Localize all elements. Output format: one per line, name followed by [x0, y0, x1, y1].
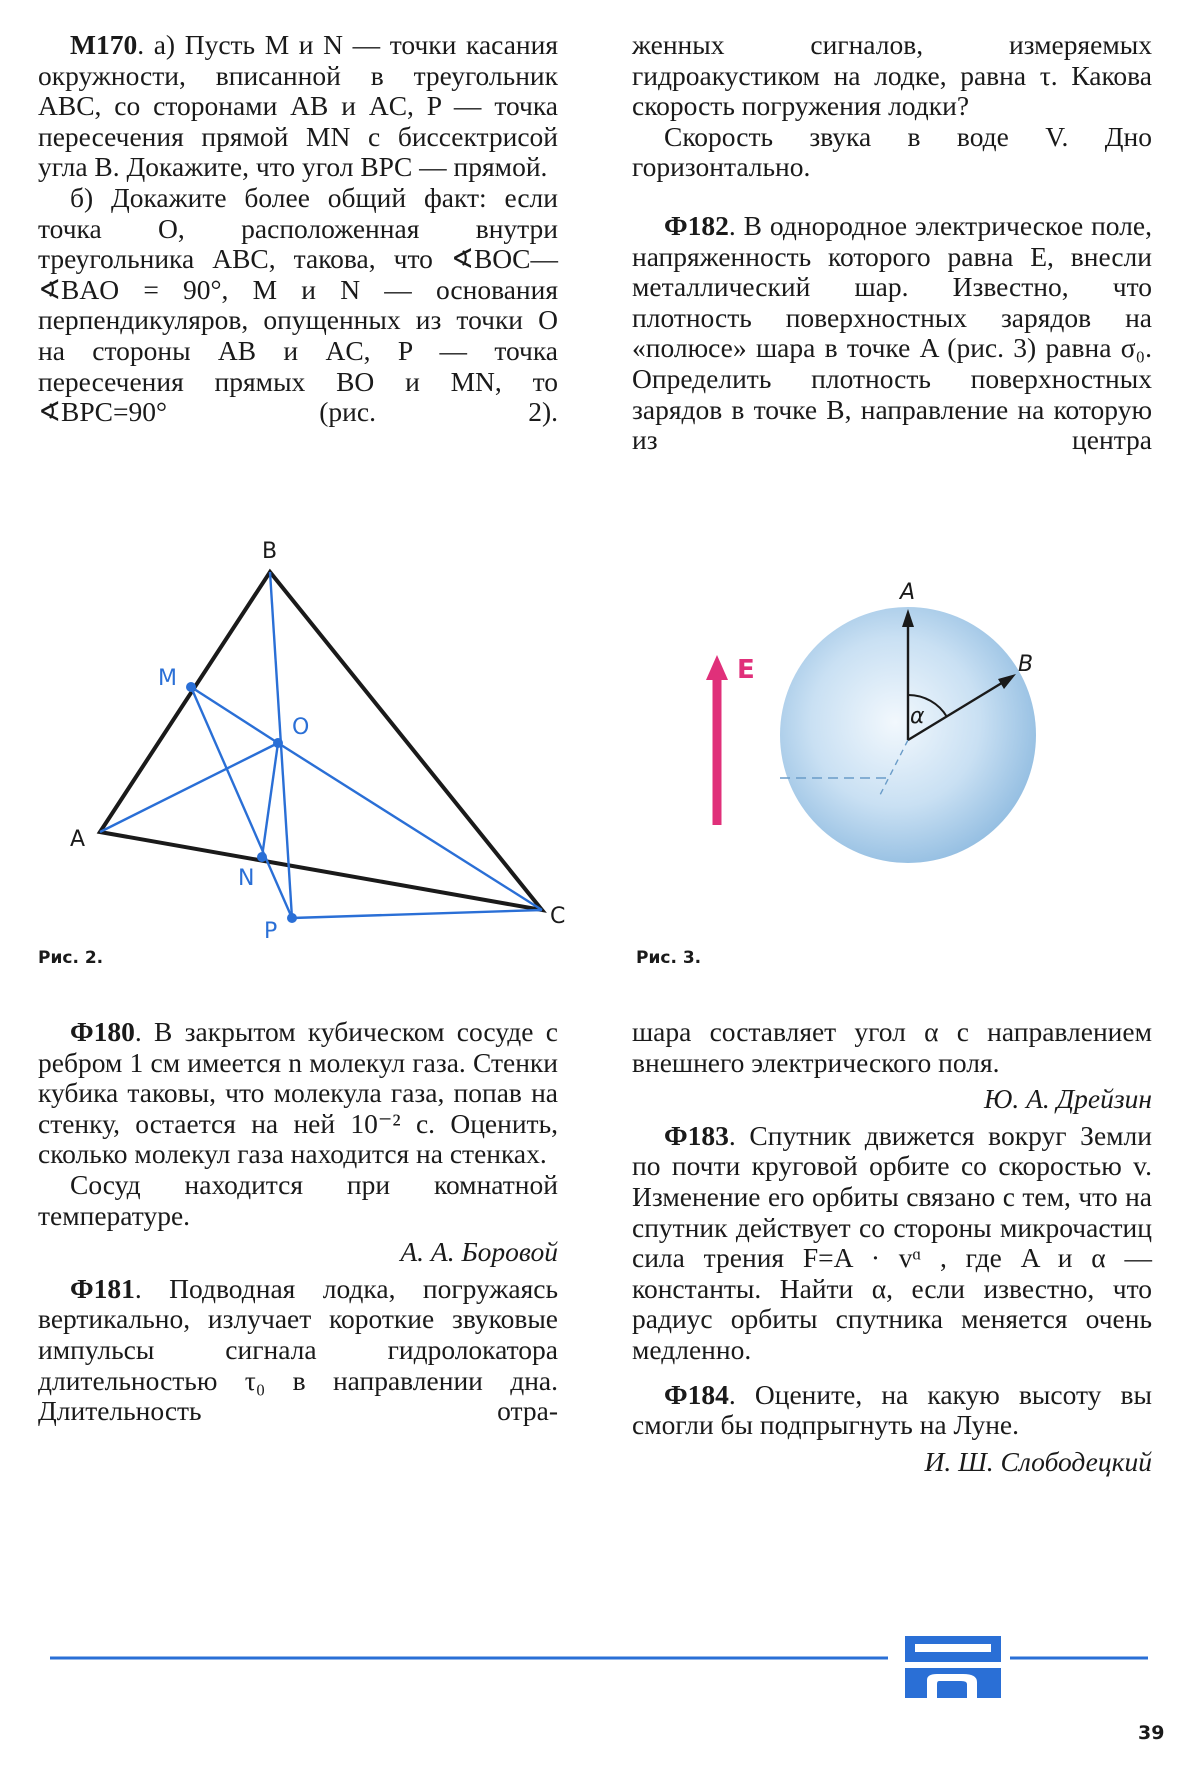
angle-label: α: [910, 704, 925, 729]
label-a: A: [70, 827, 86, 852]
problem-f182-title: Ф182: [664, 209, 729, 241]
problem-f180-note: Сосуд находится при комнатной температуре.: [38, 1168, 558, 1231]
problem-f180: Ф180. В закрытом кубическом сосуде с ребром 1 см имеется n молекул газа. Стенки кубика таковы, что молекула газа, попав на стенку, остается на ней 10⁻² с. Оценить, сколько молекул газа находится на стенках.: [38, 1016, 558, 1170]
problem-f181-continued-2: Скорость звука в воде V. Дно горизонтально.: [632, 120, 1152, 183]
field-arrow: [706, 655, 728, 825]
problem-f182-author: Ю. А. Дрейзин: [983, 1083, 1152, 1115]
label-c: C: [550, 904, 566, 929]
problem-f181-title: Ф181: [70, 1272, 135, 1304]
problem-m170-a: М170. а) Пусть M и N — точки касания окружности, вписанной в треугольник ABC, со сторонами AB и AC, P — точка пересечения прямой MN с биссектрисой угла B. Докажите, что угол BPC — прямой.: [38, 29, 558, 183]
label-b: B: [262, 539, 278, 564]
problem-f183: Ф183. Спутник движется вокруг Земли по почти круговой орбите со скоростью v. Изменение его орбиты связано с тем, что на спутник действует со стороны микрочастиц сила трения F=A · vᵅ , где A и α — константы. Найти α, если известно, что радиус орбиты спутника меняется очень медленно.: [632, 1119, 1152, 1365]
point-b-label: B: [1018, 652, 1034, 677]
point-a-label: A: [900, 580, 916, 605]
problem-f184-title: Ф184: [664, 1378, 729, 1410]
kvant-logo-icon: [905, 1636, 1001, 1698]
left-column-bottom: [38, 1017, 558, 1427]
line-o-n: [262, 743, 278, 857]
problem-f182: Ф182. В однородное электрическое поле, напряженность которого равна E, внесли металлический шар. Известно, что плотность поверхностных зарядов на «полюсе» шара в точке A (рис. 3) равна σ₀. Определить плотность поверхностных зарядов в точке B, направление на которую из центра: [632, 209, 1152, 456]
problem-f180-title: Ф180: [70, 1016, 135, 1047]
label-n: N: [238, 866, 255, 891]
problem-f182-continued: шара составляет угол α с направлением внешнего электрического поля.: [632, 1016, 1152, 1078]
figure-3-sphere: [680, 575, 1150, 895]
label-o: O: [292, 715, 310, 740]
point-n: [257, 852, 267, 862]
point-m: [186, 682, 196, 692]
point-p: [287, 913, 297, 923]
problem-f181-continued: женных сигналов, измеряемых гидроакустиком на лодке, равна τ. Какова скорость погружения лодки?: [632, 29, 1152, 122]
problem-f180-author: А. А. Боровой: [400, 1236, 558, 1268]
figure-3-caption: Рис. 3.: [636, 948, 702, 968]
label-m: M: [158, 666, 177, 691]
problem-m170-b: б) Докажите более общий факт: если точка O, расположенная внутри треугольника ABC, такова, что ∢BOC—∢BAO = 90°, M и N — основания перпендикуляров, опущенных из точки O на стороны AB и AC, P — точка пересечения прямых BO и MN, то ∢BPC=90° (рис. 2).: [38, 181, 558, 428]
line-a-o: [100, 743, 278, 832]
figure-2-triangle: [60, 530, 600, 950]
right-column-bottom: [632, 1017, 1152, 1483]
problem-m170-title: М170: [70, 29, 138, 60]
figure-2-caption: Рис. 2.: [38, 948, 104, 968]
label-p: P: [264, 919, 278, 944]
problem-f184: Ф184. Оцените, на какую высоту вы смогли бы подпрыгнуть на Луне.: [632, 1378, 1152, 1441]
line-p-c: [292, 910, 542, 918]
point-o: [273, 738, 283, 748]
problem-f181: Ф181. Подводная лодка, погружаясь вертикально, излучает короткие звуковые импульсы сигнала гидролокатора длительностью τ₀ в направлении дна. Длительность отра-: [38, 1272, 558, 1427]
page-number: 39: [1138, 1722, 1165, 1744]
right-column-top: [632, 30, 1152, 456]
problem-f184-author: И. Ш. Слободецкий: [924, 1445, 1152, 1477]
triangle-abc: [100, 572, 542, 910]
footer-rule: [0, 1620, 1200, 1700]
problem-f183-title: Ф183: [664, 1119, 729, 1151]
field-label: E: [737, 655, 755, 685]
left-column-top: [38, 30, 558, 428]
